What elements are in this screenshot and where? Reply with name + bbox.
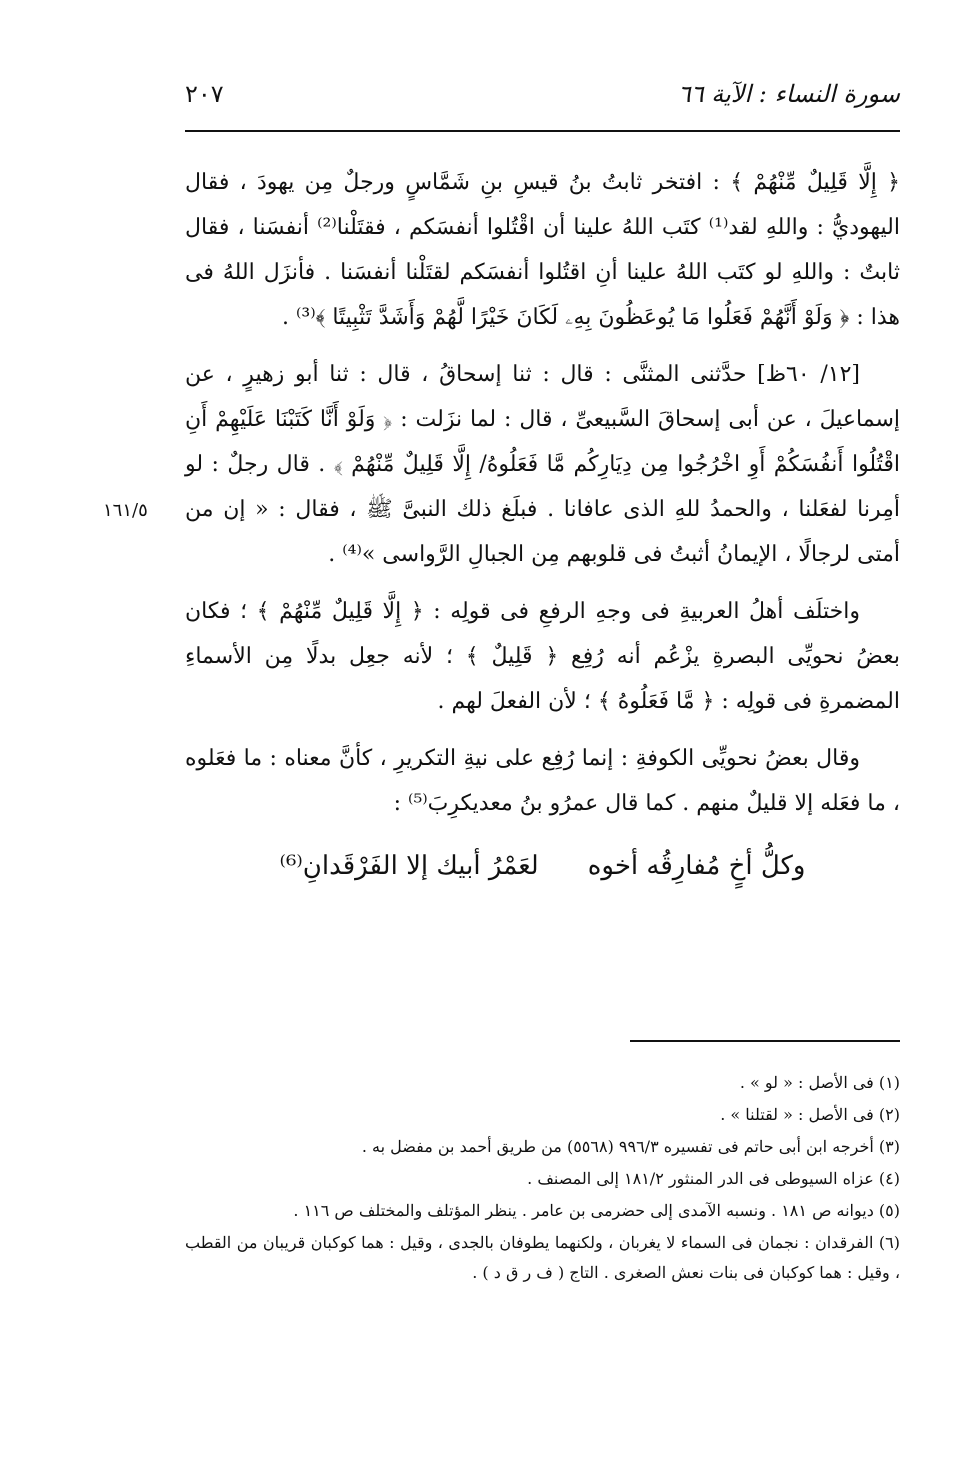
footnote: (٢) فى الأصل : « لقتلنا » . [720, 1105, 900, 1124]
footnote: (٦) الفرقدان : نجمان فى السماء لا يغربان ، ولكنهما يطوفان بالجدى ، وقيل : هما كوكبان قريبان من القطب ، وقيل : هما كوكبان فى بنات نعش الصغرى . التاج ( ف ر ق د ) . [185, 1233, 900, 1282]
main-text [185, 160, 900, 889]
poem-hemistich: لعَمْرُ أبيك إلا الفَرْقَدانِ⁽⁶⁾ [279, 851, 539, 881]
paragraph: ﴿ إِلَّا قَلِيلٌ مِّنْهُمْ ﴾ : افتخر ثابتُ بنُ قيسِ بنِ شَمَّاسٍ ورجلٌ مِن يهودَ ، فقال اليهوديُّ : واللهِ لقد⁽¹⁾ كتَب اللهُ علينا أن اقْتُلوا أنفسَكم ، فقتَلْنا⁽²⁾ أنفسَنا ، فقال ثابتٌ : واللهِ لو كتَب اللهُ علينا أنِ اقتُلوا أنفسَكم لقتَلْنا أنفسَنا . فأنزَل اللهُ فى هذا : ﴿ وَلَوْ أَنَّهُمْ فَعَلُوا مَا يُوعَظُونَ بِهِۦ لَكَانَ خَيْرًا لَّهُمْ وَأَشَدَّ تَثْبِيتًا ﴾⁽³⁾ . [185, 170, 900, 330]
page-header [185, 80, 900, 120]
paragraph: [١٢/ ٦٠ظ] حدَّثنى المثنَّى : قال : ثنا إسحاقُ ، قال : ثنا أبو زهيرٍ ، عن إسماعيلَ ، عن أبى إسحاقَ السَّبيعىِّ ، قال : لما نزَلت : ﴿ وَلَوْ أَنَّا كَتَبْنَا عَلَيْهِمْ أَنِ اقْتُلُوا أَنفُسَكُمْ أَوِ اخْرُجُوا مِن دِيَارِكُم مَّا فَعَلُوهُ/ إِلَّا قَلِيلٌ مِّنْهُمْ ﴾ . قال رجلٌ : لو أمِرنا لفعَلنا ، والحمدُ للهِ الذى عافانا . فبلَغ ذلك النبىَّ ﷺ ، فقال : « إن من أمتى لرجالًا ، الإيمانُ أثبتُ فى قلوبهم مِن الجبالِ الرَّواسى »⁽⁴⁾ . [185, 362, 900, 567]
footnote: (٥) ديوانه ص ١٨١ . ونسبه الآمدى إلى حضرمى بن عامر . ينظر المؤتلف والمختلف ص ١١٦ . [293, 1201, 900, 1220]
poem-verse [185, 844, 900, 889]
footnote-rule [630, 1040, 900, 1042]
footnote: (٤) عزاه السيوطى فى الدر المنثور ١٨١/٢ إلى المصنف . [527, 1169, 900, 1188]
running-title: سورة النساء : الآية ٦٦ [677, 80, 900, 108]
footnote: (٣) أخرجه ابن أبى حاتم فى تفسيره ٩٩٦/٣ (٥٥٦٨) من طريق أحمد بن مفضل به . [361, 1137, 900, 1156]
header-rule [185, 130, 900, 132]
footnotes [185, 1068, 900, 1290]
footnote: (١) فى الأصل : « لو » . [739, 1073, 900, 1092]
paragraph: واختلَف أهلُ العربيةِ فى وجهِ الرفعِ فى قولِه : ﴿ إِلَّا قَلِيلٌ مِّنْهُمْ ﴾ ؛ فكان بعضُ نحويِّى البصرةِ يزْعُم أنه رُفِع ﴿ قَلِيلٌ ﴾ ؛ لأنه جعِل بدلًا مِن الأسماءِ المضمرةِ فى قولِه : ﴿ مَّا فَعَلُوهُ ﴾ ؛ لأن الفعلَ لهم . [185, 599, 900, 714]
margin-reference: ١٦١/٥ [103, 500, 148, 521]
paragraph: وقال بعضُ نحويِّى الكوفةِ : إنما رُفِع على نيةِ التكريرِ ، كأنَّ معناه : ما فعَلوه ، ما فعَله إلا قليلٌ منهم . كما قال عمرُو بنُ معديكرِبَ⁽⁵⁾ : [185, 746, 900, 816]
poem-hemistich: وكلُّ أخٍ مُفارِقُه أخوه [587, 851, 806, 881]
page-number: ٢٠٧ [185, 80, 224, 108]
